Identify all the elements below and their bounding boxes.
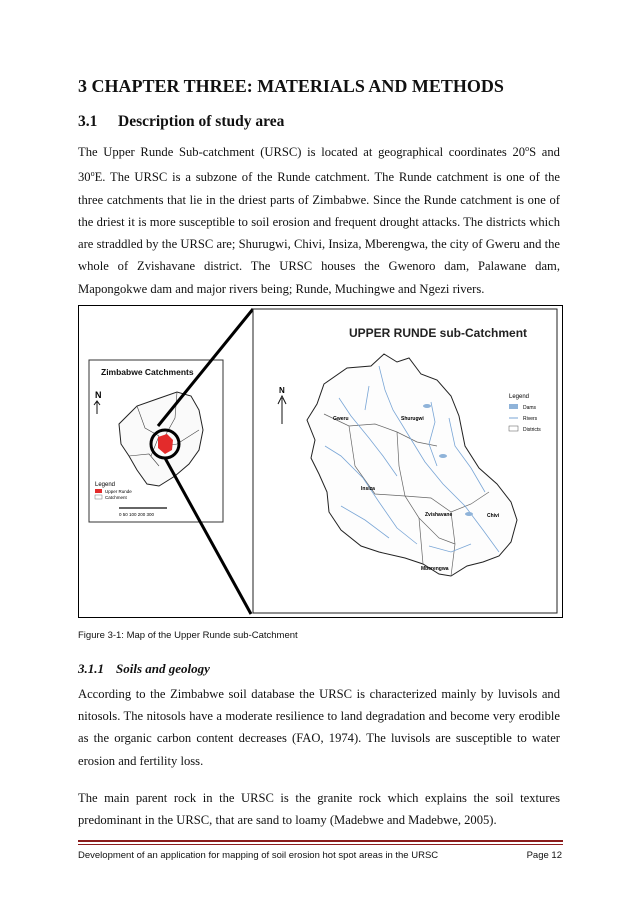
degree-sup-1: o [525, 144, 530, 153]
footer-title: Development of an application for mapping of soil erosion hot spot areas in the URSC [78, 850, 439, 861]
dam-marker [423, 404, 431, 408]
inset-scale-label: 0 50 100 200 300 [119, 512, 155, 517]
main-map-title: UPPER RUNDE sub-Catchment [349, 326, 528, 340]
legend-title: Legend [509, 394, 530, 400]
degree-sup-2: o [90, 169, 95, 179]
section-heading [78, 113, 284, 131]
inset-north-label: N [95, 390, 102, 400]
subsection-heading [78, 661, 210, 677]
district-label-mberengwa: Mberengwa [421, 566, 449, 572]
district-label-gweru: Gweru [333, 416, 349, 422]
inset-legend-item1: Upper Runde [105, 489, 132, 494]
section-number: 3.1 [78, 113, 98, 130]
parent-rock-paragraph: The main parent rock in the URSC is the granite rock which explains the soil textures predominant in the URSC, that are sand to loamy (Madebwe and Madebwe, 2005). [78, 791, 560, 828]
district-label-chivi: Chivi [487, 513, 500, 519]
district-label-zvishavane: Zvishavane [425, 512, 453, 518]
inset-legend-title: Legend [95, 482, 116, 488]
study-area-paragraph [78, 138, 560, 300]
subsection-title-text: Soils and geology [116, 661, 210, 676]
section-title-text: Description of study area [118, 113, 285, 130]
dam-marker [465, 512, 473, 516]
page-number: Page 12 [526, 850, 562, 861]
figure-caption: Figure 3-1: Map of the Upper Runde sub-Catchment [78, 630, 298, 641]
inset-legend-swatch-white [95, 495, 102, 499]
inset-legend-item2: Catchment [105, 495, 127, 500]
legend-dams-swatch [509, 404, 518, 409]
legend-rivers: Rivers [523, 416, 538, 422]
main-north-label: N [279, 386, 285, 395]
legend-dams: Dams [523, 405, 537, 411]
legend-districts: Districts [523, 427, 541, 433]
soils-paragraph: According to the Zimbabwe soil database the URSC is characterized mainly by luvisols and nitosols. The nitosols have a moderate resilience to land degradation and become very erodible as the organic carbon content decreases (FAO, 1974). The luvisols are susceptible to water erosion and fertility loss. [78, 687, 560, 768]
p1-text-a: The Upper Runde Sub-catchment (URSC) is located at geographical coordinates 20 [78, 145, 526, 160]
inset-title: Zimbabwe Catchments [101, 367, 194, 377]
dam-marker [439, 454, 447, 458]
inset-legend-swatch-red [95, 489, 102, 493]
district-label-insiza: Insiza [361, 486, 375, 492]
p1-text-c: E. The URSC is a subzone of the Runde catchment. The Runde catchment is one of the three catchments that lie in the driest parts of Zimbabwe. Since the Runde catchment is one of the driest it is more susceptible to soil erosion and frequent drought attacks. The districts which are straddled by the URSC are; Shurugwi, Chivi, Insiza, Mberengwa, the city of Gweru and the whole of Zvishavane district. The URSC houses the Gwenoro dam, Palawane dam, Mapongokwe dam and major rivers being; Runde, Muchingwe and Ngezi rivers. [78, 170, 560, 296]
figure-map [78, 305, 563, 618]
footer-rule-thin [78, 844, 563, 845]
p1-text-b: S and 30 [78, 145, 560, 185]
subsection-number: 3.1.1 [78, 661, 104, 676]
footer-rule-thick [78, 840, 563, 842]
district-label-shurugwi: Shurugwi [401, 416, 424, 422]
legend-districts-swatch [509, 426, 518, 431]
chapter-title: 3 CHAPTER THREE: MATERIALS AND METHODS [78, 76, 504, 96]
catchment-map-graphic [79, 306, 562, 617]
